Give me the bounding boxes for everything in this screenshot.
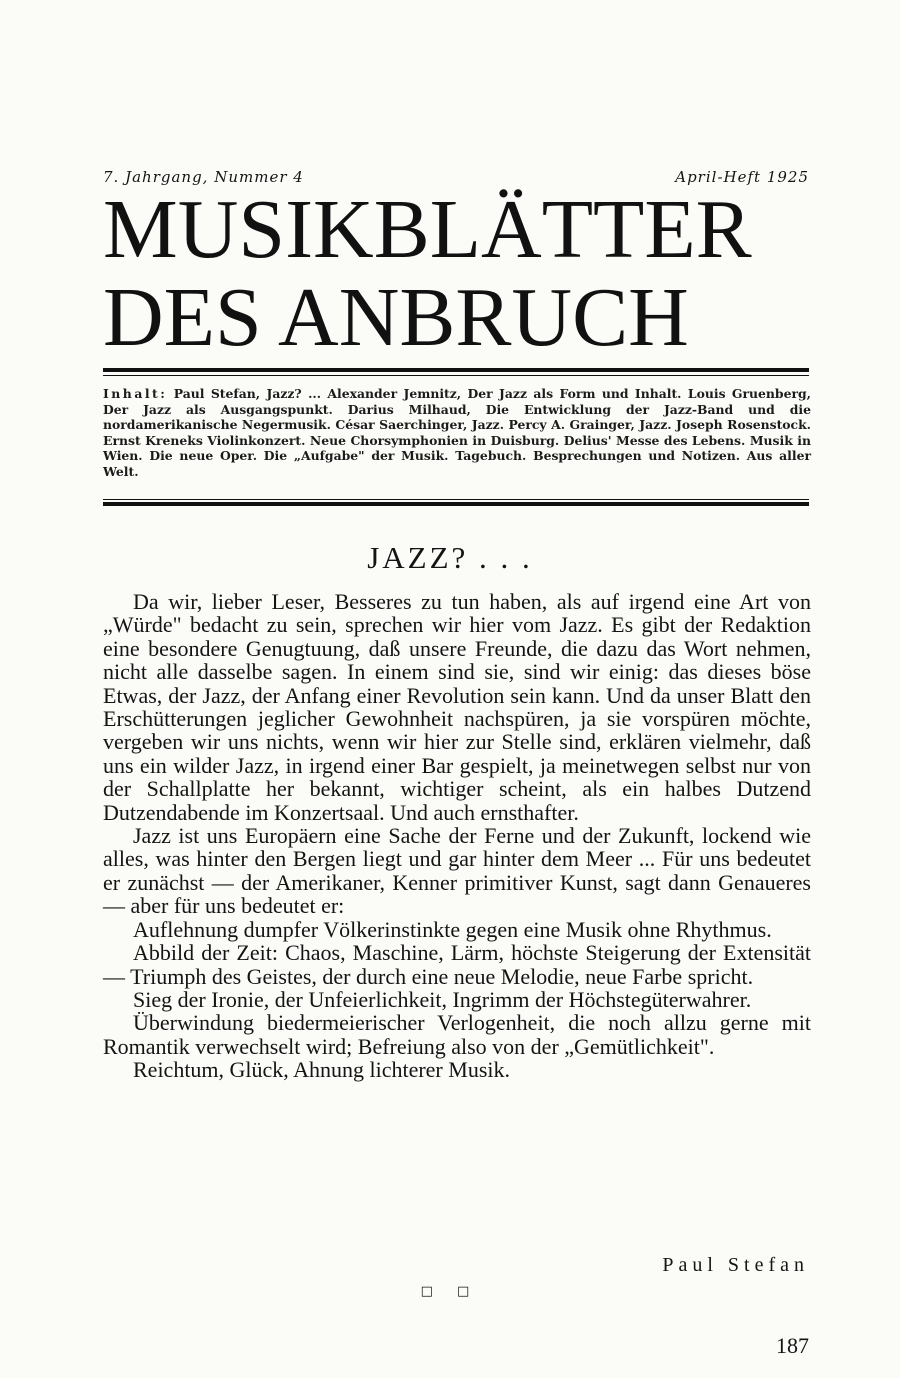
- masthead: [103, 183, 809, 364]
- masthead-line-1: MUSIKBLÄTTER: [103, 183, 752, 276]
- contents-rule-thin: [103, 499, 809, 500]
- masthead-rule-thin: [103, 375, 809, 376]
- paragraph-6: Überwindung biedermeierischer Verlogenheit, die noch allzu gerne mit Romantik verwechselt wird; Befreiung also von der „Gemütlichkeit".: [103, 1010, 811, 1059]
- contents-label: Inhalt:: [103, 386, 168, 401]
- masthead-rule-thick: [103, 368, 809, 372]
- paragraph-2: Jazz ist uns Europäern eine Sache der Ferne und der Zukunft, lockend wie alles, was hinter den Bergen liegt und gar hinter dem Meer ... Für uns bedeutet er zunächst — der Amerikaner, Kenner primitiver Kunst, sagt dann Genaueres — aber für uns bedeutet er:: [103, 823, 811, 919]
- paragraph-1: Da wir, lieber Leser, Besseres zu tun haben, als auf irgend eine Art von „Würde" bedacht zu sein, sprechen wir hier vom Jazz. Es gibt der Redaktion eine besondere Genugtuung, daß unsere Freunde, die dazu das Wort nehmen, nicht alle dasselbe sagen. In einem sind sie, sind wir einig: das dieses böse Etwas, der Jazz, der Anfang einer Revolution sein kann. Und da unser Blatt den Erschütterungen jeglicher Gewohnheit nachspüren, ja sie vorspüren möchte, vergeben wir uns nichts, wenn wir hier zur Stelle sind, erklären vielmehr, daß uns ein wilder Jazz, in irgend einer Bar gespielt, ja meinetwegen selbst nur von der Schallplatte her bekannt, wichtiger scheint, als ein halbes Dutzend Dutzendabende im Konzertsaal. Und auch ernsthafter.: [103, 589, 811, 825]
- contents-rule-thick: [103, 502, 809, 506]
- paragraph-4: Abbild der Zeit: Chaos, Maschine, Lärm, höchste Steigerung der Extensität — Triumph des Geistes, der durch eine neue Melodie, neue Farbe spricht.: [103, 940, 811, 989]
- contents-text: Paul Stefan, Jazz? ... Alexander Jemnitz, Der Jazz als Form und Inhalt. Louis Gruenberg, Der Jazz als Ausgangspunkt. Darius Milhaud, Die Entwicklung der Jazz-Band und die nordamerikanische Negermusik. César Saerchinger, Jazz. Percy A. Grainger, Jazz. Joseph Rosenstock. Ernst Kreneks Violinkonzert. Neue Chorsymphonien in Duisburg. Delius' Messe des Lebens. Musik in Wien. Die neue Oper. Die „Aufgabe" der Musik. Tagebuch. Besprechungen und Notizen. Aus aller Welt.: [103, 386, 811, 479]
- volume-issue: 7. Jahrgang, Nummer 4: [103, 168, 304, 186]
- author-signature: Paul Stefan: [662, 1254, 809, 1276]
- article-body: [103, 590, 811, 1082]
- paragraph-5: Sieg der Ironie, der Unfeierlichkeit, Ingrimm der Höchstegüterwahrer.: [133, 986, 752, 1012]
- end-marks: □ □: [420, 1284, 480, 1299]
- issue-date: April-Heft 1925: [675, 168, 809, 186]
- page-number: 187: [776, 1333, 809, 1358]
- paragraph-7: Reichtum, Glück, Ahnung lichterer Musik.: [133, 1057, 510, 1083]
- masthead-line-2: DES ANBRUCH: [103, 271, 689, 364]
- article-title: JAZZ? . . .: [367, 540, 533, 575]
- paragraph-3: Auflehnung dumpfer Völkerinstinkte gegen eine Musik ohne Rhythmus.: [133, 916, 772, 942]
- table-of-contents: [103, 386, 811, 479]
